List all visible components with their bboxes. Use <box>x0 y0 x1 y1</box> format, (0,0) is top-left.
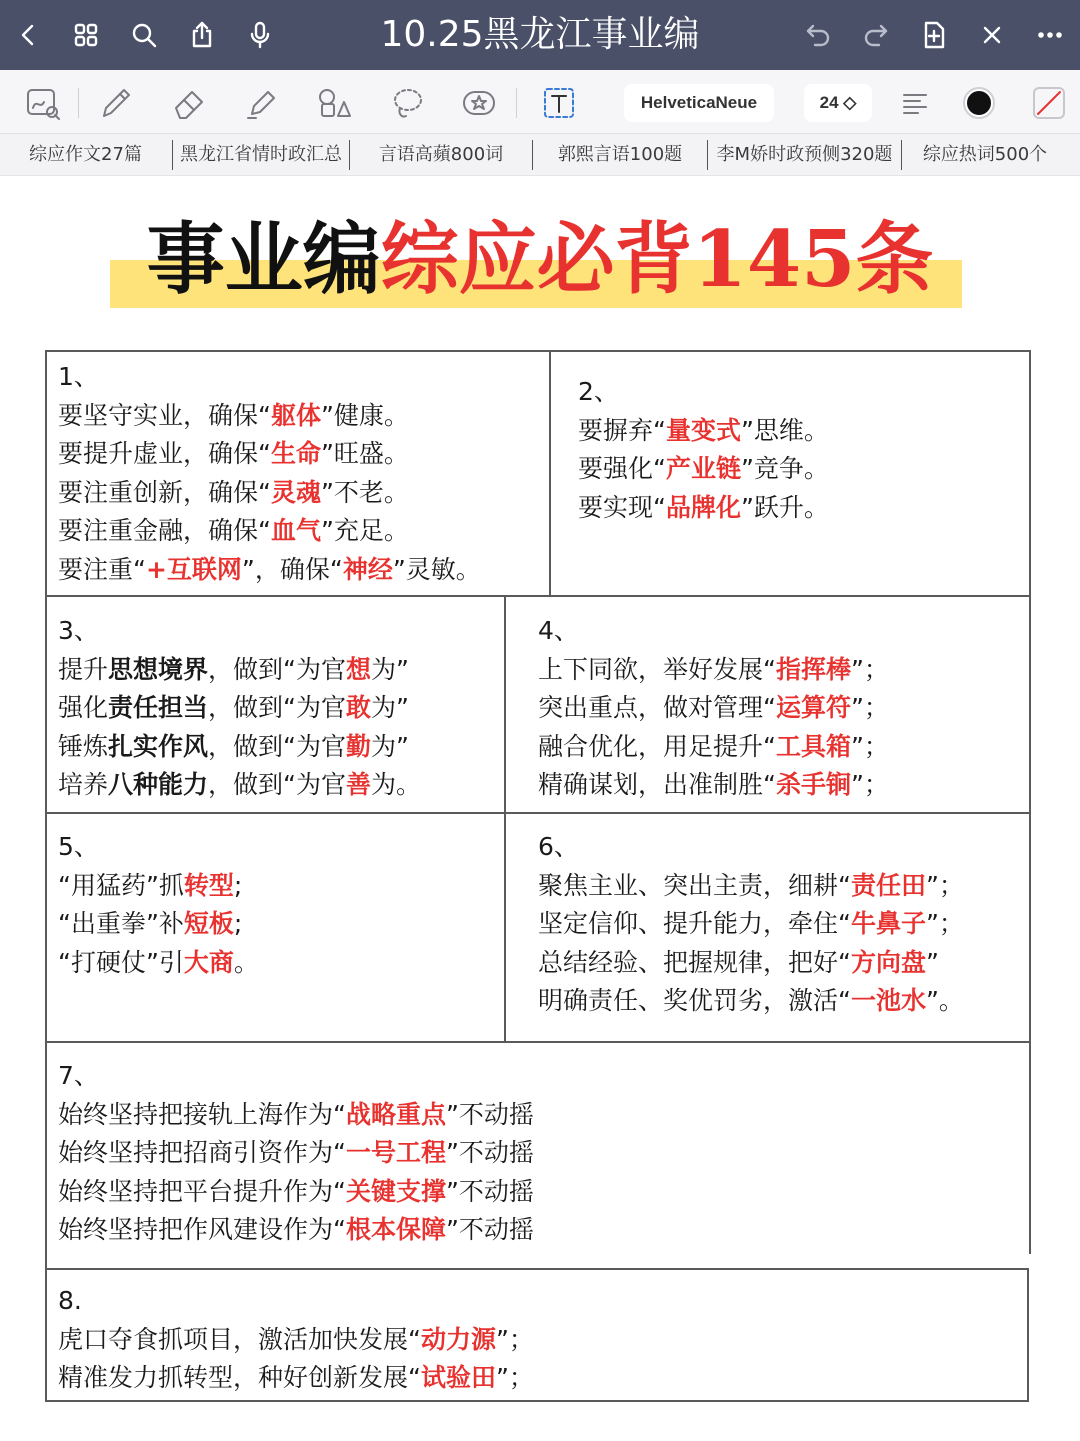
key-phrase: 勤 <box>345 731 371 761</box>
line-text: 锤炼 <box>58 731 109 761</box>
section-number: 3、 <box>58 616 99 645</box>
section-number: 8. <box>58 1286 82 1315</box>
section-line <box>58 867 259 906</box>
line-text: 为” <box>371 654 409 684</box>
line-text: 为” <box>371 693 409 722</box>
line-text: 明确责任、奖优罚劣，激活“ <box>538 986 851 1015</box>
section-4 <box>538 612 889 805</box>
key-phrase: 转型 <box>183 870 234 900</box>
section-8 <box>58 1282 534 1398</box>
line-text: 总结经验、把握规律，把好“ <box>538 947 851 977</box>
key-phrase: 生命 <box>270 439 321 468</box>
tab-item[interactable]: 李M娇时政预侧320题 <box>708 140 902 170</box>
back-icon[interactable] <box>10 17 46 53</box>
line-text: “打硬仗”引 <box>58 947 184 977</box>
section-line <box>58 1359 534 1398</box>
line-text: 聚焦主业、突出主责，细耕“ <box>538 870 851 900</box>
section-number: 7、 <box>58 1061 99 1090</box>
line-text: 融合优化，用足提升“ <box>538 731 776 761</box>
section-number: 2、 <box>578 377 619 406</box>
key-phrase: 善 <box>345 770 371 799</box>
line-text: 要注重创新，确保“ <box>58 477 271 507</box>
line-text: 精确谋划，出准制胜“ <box>538 770 776 799</box>
section-line <box>538 766 889 805</box>
section-line <box>58 905 259 944</box>
key-phrase: 工具箱 <box>775 731 851 761</box>
line-text: 始终坚持把招商引资作为“ <box>58 1138 346 1167</box>
sticker-icon[interactable] <box>458 82 500 124</box>
section-number: 1、 <box>58 362 99 391</box>
line-text: ”思维。 <box>740 415 829 445</box>
line-text: 为” <box>371 731 409 761</box>
line-text: 要实现“ <box>578 492 666 522</box>
line-text: ”不老。 <box>320 477 409 507</box>
key-phrase: 想 <box>345 654 371 684</box>
bold-phrase: 扎实作风 <box>108 731 209 761</box>
line-text: 要提升虚业，确保“ <box>58 439 271 468</box>
add-page-icon[interactable] <box>916 17 952 53</box>
key-phrase: 品牌化 <box>665 492 741 522</box>
line-text: ”不动摇 <box>445 1138 534 1167</box>
section-2 <box>578 373 829 527</box>
bookmark-tabs <box>0 134 1080 176</box>
section-line <box>58 1173 534 1212</box>
section-line <box>58 474 481 513</box>
line-text: ”健康。 <box>320 400 409 430</box>
section-line <box>538 651 889 690</box>
key-phrase: 根本保障 <box>345 1215 446 1244</box>
section-line <box>58 689 421 728</box>
line-text: ”； <box>850 770 889 799</box>
highlighter-icon[interactable] <box>240 82 282 124</box>
key-phrase: 血气 <box>270 516 321 545</box>
line-text: “出重拳”补 <box>58 909 184 938</box>
line-text: 强化 <box>58 693 109 722</box>
image-lasso-icon[interactable] <box>22 82 64 124</box>
section-7 <box>58 1057 534 1250</box>
section-line <box>58 1096 534 1135</box>
key-phrase: 指挥棒 <box>775 654 851 684</box>
line-text: ，做到“为官 <box>208 654 346 684</box>
section-line <box>58 728 421 767</box>
line-text: ; <box>233 909 243 938</box>
section-line <box>58 551 481 590</box>
section-line <box>538 728 889 767</box>
key-phrase: 方向盘 <box>850 947 926 977</box>
line-text: ” <box>925 947 939 977</box>
section-line <box>58 1211 534 1250</box>
line-text: 要注重“ <box>58 554 146 584</box>
section-line <box>538 944 964 983</box>
section-3 <box>58 612 421 805</box>
line-text: 要摒弃“ <box>578 415 666 445</box>
headline-red: 综应必背145条 <box>380 214 934 305</box>
line-text: ，做到“为官 <box>208 731 346 761</box>
line-text: ”旺盛。 <box>320 439 409 468</box>
section-1 <box>58 358 481 589</box>
line-text: 要注重金融，确保“ <box>58 516 271 545</box>
line-text: 始终坚持把接轨上海作为“ <box>58 1099 346 1129</box>
headline-black: 事业编 <box>146 214 381 305</box>
line-text: 。 <box>233 947 259 977</box>
key-phrase: 杀手锏 <box>775 770 851 799</box>
more-icon[interactable] <box>1032 17 1068 53</box>
key-phrase: 牛鼻子 <box>850 909 926 938</box>
section-line <box>538 867 964 906</box>
line-text: ”不动摇 <box>445 1099 534 1129</box>
search-icon[interactable] <box>126 17 162 53</box>
section-line <box>58 435 481 474</box>
section-line <box>58 512 481 551</box>
line-text: 突出重点，做对管理“ <box>538 693 776 722</box>
line-text: ”； <box>495 1363 534 1392</box>
line-text: 虎口夺食抓项目，激活加快发展“ <box>58 1324 421 1354</box>
bold-phrase: 思想境界 <box>108 654 209 684</box>
close-icon[interactable] <box>974 17 1010 53</box>
font-name-selector[interactable]: HelveticaNeue <box>624 84 774 122</box>
key-phrase: 关键支撑 <box>345 1176 446 1206</box>
page-headline <box>0 208 1080 318</box>
section-line <box>538 689 889 728</box>
section-line <box>578 412 829 451</box>
tool-bar <box>0 70 1080 134</box>
section-line <box>578 489 829 528</box>
grid-icon[interactable] <box>68 17 104 53</box>
line-text: ”不动摇 <box>445 1215 534 1244</box>
headline-text <box>0 208 1080 312</box>
section-number: 5、 <box>58 832 99 861</box>
section-5 <box>58 828 259 982</box>
key-phrase: 量变式 <box>665 415 741 445</box>
line-text: 始终坚持把作风建设作为“ <box>58 1215 346 1244</box>
shapes-icon[interactable] <box>312 82 354 124</box>
line-text: 始终坚持把平台提升作为“ <box>58 1176 346 1206</box>
line-text: 精准发力抓转型，种好创新发展“ <box>58 1363 421 1392</box>
tab-item[interactable]: 综应作文27篇 <box>29 144 142 165</box>
key-phrase: 产业链 <box>665 454 741 483</box>
line-text: ”； <box>495 1324 534 1354</box>
line-text: 要坚守实业，确保“ <box>58 400 271 430</box>
section-number: 4、 <box>538 616 579 645</box>
line-text: 为。 <box>371 770 422 799</box>
top-navigation-bar <box>0 0 1080 70</box>
section-line <box>58 766 421 805</box>
key-phrase: 大商 <box>183 947 234 977</box>
bold-phrase: 责任担当 <box>108 693 209 722</box>
line-text: ”灵敏。 <box>392 554 481 584</box>
key-phrase: 一号工程 <box>345 1138 446 1167</box>
line-text: ”； <box>850 693 889 722</box>
key-phrase: +互联网 <box>145 554 242 584</box>
line-text: 坚定信仰、提升能力，牵住“ <box>538 909 851 938</box>
key-phrase: 敢 <box>345 693 371 722</box>
line-text: ”； <box>925 870 964 900</box>
line-text: 上下同欲，举好发展“ <box>538 654 776 684</box>
font-size-selector[interactable]: 24 ◇ <box>804 84 872 122</box>
section-line <box>578 450 829 489</box>
line-text: 提升 <box>58 654 109 684</box>
text-tool-icon[interactable] <box>538 82 580 124</box>
line-text: ”，确保“ <box>241 554 343 584</box>
line-text: ; <box>233 870 243 900</box>
tab-item[interactable]: 郭熙言语100题 <box>532 140 708 170</box>
share-icon[interactable] <box>184 17 220 53</box>
color-picker-icon[interactable] <box>958 82 1000 124</box>
line-text: ”。 <box>925 986 964 1015</box>
key-phrase: 躯体 <box>270 400 321 430</box>
align-icon[interactable] <box>894 82 936 124</box>
pen-icon[interactable] <box>94 82 136 124</box>
tab-item[interactable]: 黑龙江省情时政汇总 <box>172 140 350 170</box>
line-text: 培养 <box>58 770 109 799</box>
tab-item[interactable]: 综应热词500个 <box>922 144 1048 165</box>
redo-icon[interactable] <box>858 17 894 53</box>
key-phrase: 责任田 <box>850 870 926 900</box>
line-text: ”充足。 <box>320 516 409 545</box>
section-line <box>58 1321 534 1360</box>
section-number: 6、 <box>538 832 579 861</box>
section-line <box>58 397 481 436</box>
key-phrase: 短板 <box>183 909 234 938</box>
key-phrase: 动力源 <box>420 1324 496 1354</box>
section-line <box>58 1134 534 1173</box>
tab-item[interactable]: 言语高蘋800词 <box>378 144 504 165</box>
line-text: ”不动摇 <box>445 1176 534 1206</box>
undo-icon[interactable] <box>800 17 836 53</box>
no-fill-icon[interactable] <box>1028 82 1070 124</box>
line-text: ，做到“为官 <box>208 770 346 799</box>
line-text: ”； <box>925 909 964 938</box>
section-line <box>58 651 421 690</box>
line-text: ”； <box>850 654 889 684</box>
line-text: ”竞争。 <box>740 454 829 483</box>
key-phrase: 试验田 <box>420 1363 496 1392</box>
line-text: ”跃升。 <box>740 492 829 522</box>
document-title: 10.25黑龙江事业编 <box>380 14 700 55</box>
section-6 <box>538 828 964 1021</box>
section-line <box>538 982 964 1021</box>
microphone-icon[interactable] <box>242 17 278 53</box>
lasso-icon[interactable] <box>386 82 428 124</box>
line-text: ”； <box>850 731 889 761</box>
key-phrase: 灵魂 <box>270 477 321 507</box>
key-phrase: 战略重点 <box>345 1099 446 1129</box>
section-line <box>58 944 259 983</box>
key-phrase: 神经 <box>342 554 393 584</box>
key-phrase: 运算符 <box>775 693 851 722</box>
key-phrase: 一池水 <box>850 986 926 1015</box>
section-line <box>538 905 964 944</box>
line-text: ，做到“为官 <box>208 693 346 722</box>
line-text: 要强化“ <box>578 454 666 483</box>
eraser-icon[interactable] <box>168 82 210 124</box>
line-text: “用猛药”抓 <box>58 870 184 900</box>
bold-phrase: 八种能力 <box>108 770 209 799</box>
